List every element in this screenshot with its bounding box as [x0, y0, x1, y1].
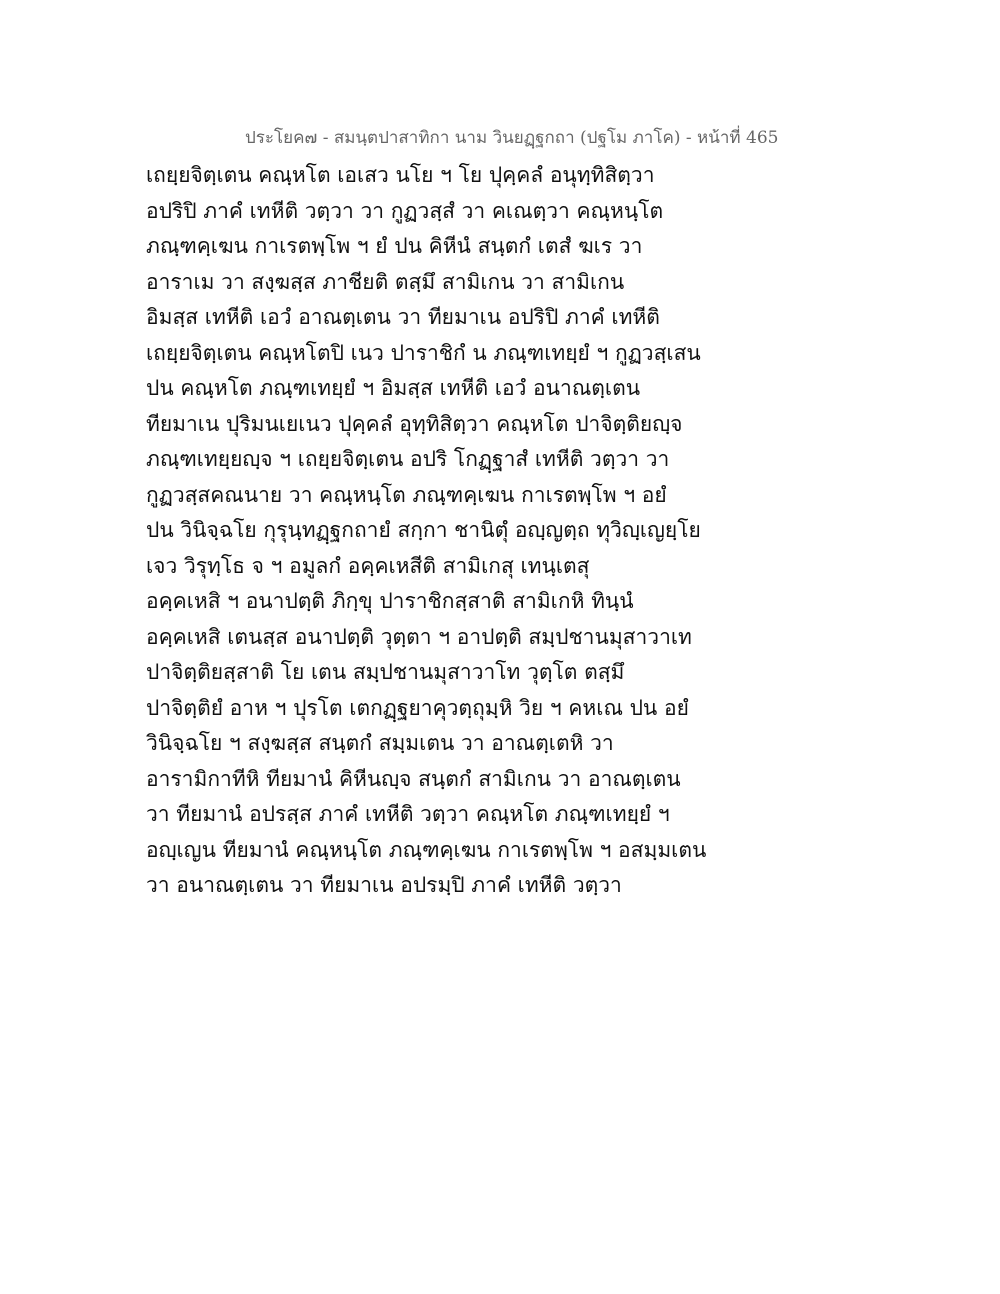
running-header: ประโยค๗ - สมนฺตปาสาทิกา นาม วินยฏฺฐกถา (ปฐโม ภาโค) - หน้าที่ 465: [245, 128, 779, 148]
text-line: ภณฺฑเทยฺยญฺจ ฯ เถยฺยจิตฺเตน อปริ โกฏฺฐาสํ เทหีติ วตฺวา วา: [146, 447, 670, 471]
text-line: วา อนาณตฺเตน วา ทียมาเน อปรมฺปิ ภาคํ เทหีติ วตฺวา: [146, 873, 622, 897]
text-line: ทียมาเน ปุริมนเยเนว ปุคฺคลํ อุทฺทิสิตฺวา คณฺหโต ปาจิตฺติยญฺจ: [146, 411, 683, 436]
text-line: ปน วินิจฺฉโย กุรุนฺทฏฺฐกถายํ สกฺกา ชานิตุํ อญฺญตฺถ ทุวิญฺเญยฺโย: [146, 518, 701, 542]
text-line: วินิจฺฉโย ฯ สงฺฆสฺส สนฺตกํ สมฺมเตน วา อาณตฺเตหิ วา: [146, 731, 614, 755]
text-line: อปริปิ ภาคํ เทหีติ วตฺวา วา กูฏวสฺสํ วา คเณตฺวา คณฺหนฺโต: [146, 198, 664, 223]
body-text: [146, 158, 706, 904]
text-line: อญฺเญน ทียมานํ คณฺหนฺโต ภณฺฑคฺเฆน กาเรตพฺโพ ฯ อสมฺมเตน: [146, 837, 707, 862]
text-line: เถยฺยจิตฺเตน คณฺหโตปิ เนว ปาราชิกํ น ภณฺฑเทยฺยํ ฯ กูฏวสฺเสน: [146, 340, 701, 365]
text-line: เจว วิรุทฺโธ จ ฯ อมูลกํ อคฺคเหสีติ สามิเกสุ เทนฺเตสุ: [146, 553, 590, 578]
text-line: อคฺคเหสิ เตนสฺส อนาปตฺติ วุตฺตา ฯ อาปตฺติ สมฺปชานมุสาวาเท: [146, 624, 692, 649]
text-line: ปน คณฺหโต ภณฺฑเทยฺยํ ฯ อิมสฺส เทหีติ เอวํ อนาณตฺเตน: [146, 376, 641, 400]
text-line: ภณฺฑคฺเฆน กาเรตพฺโพ ฯ ยํ ปน คิหีนํ สนฺตกํ เตสํ ฆเร วา: [146, 234, 643, 258]
text-line: ปาจิตฺติยสฺสาติ โย เตน สมฺปชานมุสาวาโท วุตฺโต ตสฺมึ: [146, 660, 625, 684]
text-line: อาราเม วา สงฺฆสฺส ภาชียติ ตสฺมึ สามิเกน วา สามิเกน: [146, 269, 625, 294]
text-line: กูฏวสฺสคณนาย วา คณฺหนฺโต ภณฺฑคฺเฆน กาเรตพฺโพ ฯ อยํ: [146, 482, 667, 507]
text-line: อคฺคเหสิ ฯ อนาปตฺติ ภิกฺขุ ปาราชิกสฺสาติ สามิเกหิ ทินฺนํ: [146, 589, 634, 613]
text-line: ปาจิตฺติยํ อาห ฯ ปุรโต เตกฏฺฐยาคุวตฺถุมฺหิ วิย ฯ คหเณ ปน อยํ: [146, 695, 689, 720]
text-line: เถยฺยจิตฺเตน คณฺหโต เอเสว นโย ฯ โย ปุคฺคลํ อนุทฺทิสิตฺวา: [146, 163, 655, 187]
text-line: อิมสฺส เทหีติ เอวํ อาณตฺเตน วา ทียมาเน อปริปิ ภาคํ เทหีติ: [146, 305, 660, 329]
text-line: อารามิกาทีหิ ทียมานํ คิหีนญฺจ สนฺตกํ สามิเกน วา อาณตฺเตน: [146, 766, 681, 791]
text-line: วา ทียมานํ อปรสฺส ภาคํ เทหีติ วตฺวา คณฺหโต ภณฺฑเทยฺยํ ฯ: [146, 802, 670, 826]
